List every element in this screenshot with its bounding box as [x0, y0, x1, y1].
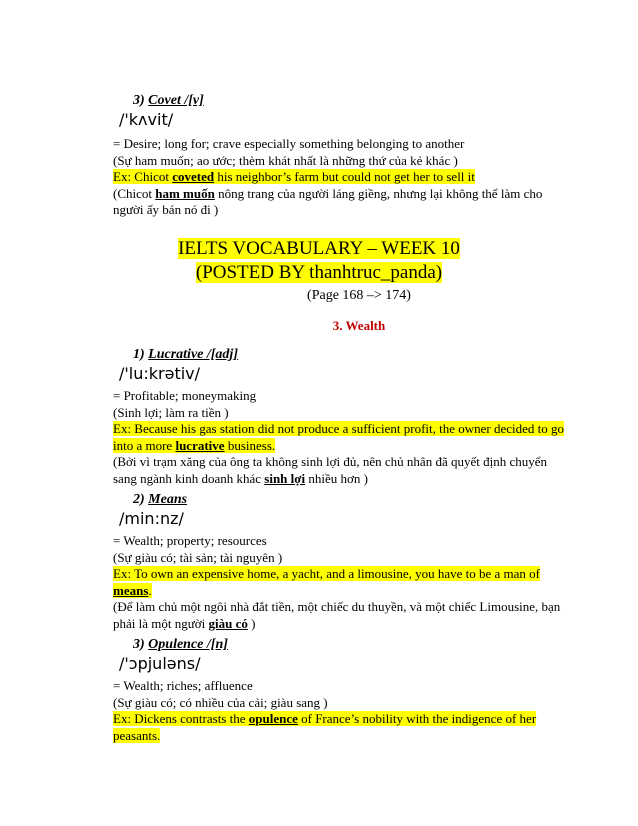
pronunciation: /'lu:krətiv/ [119, 364, 201, 383]
definition: = Wealth; riches; affluence [113, 678, 253, 693]
entry-number: 1) [133, 347, 145, 362]
entry-heading [113, 491, 603, 509]
document-title [0, 237, 638, 260]
example-keyword: coveted [172, 169, 215, 184]
entry-covet [113, 92, 603, 219]
example-line-2: into a more lucrative business. [113, 437, 276, 453]
entry-word: Opulence /[n] [148, 637, 228, 652]
example-keyword: lucrative [175, 437, 225, 453]
definition: = Wealth; property; resources [113, 533, 267, 548]
definition: = Desire; long for; crave especially something belonging to another [113, 136, 465, 151]
document-subtitle [0, 261, 638, 284]
example-keyword: opulence [248, 711, 298, 726]
pronunciation: /'kʌvit/ [119, 110, 174, 129]
translation-line-2: người ấy bán nó đi ) [113, 202, 219, 217]
entry-word: Covet /[v] [148, 93, 204, 108]
translation-keyword: ham muốn [155, 185, 215, 201]
pronunciation: /'ɔpjuləns/ [119, 654, 201, 673]
title-line-2: (POSTED BY thanhtruc_panda) [195, 262, 443, 283]
page-range: (Page 168 –> 174) [307, 288, 411, 303]
entry-heading [113, 92, 603, 110]
section-heading: 3. Wealth [332, 318, 386, 333]
entry-number: 3) [133, 637, 145, 652]
entry-number: 2) [133, 492, 145, 507]
entry-heading [113, 346, 603, 364]
definition: = Profitable; moneymaking [113, 388, 257, 403]
translation-line-2: phải là một người giàu có ) [113, 615, 256, 631]
example-line-1: Ex: Because his gas station did not produce a sufficient profit, the owner decided to go [113, 421, 565, 436]
pronunciation: /min:nz/ [119, 509, 184, 528]
example-keyword: means [113, 582, 149, 598]
entry-means [113, 491, 603, 632]
example-line-2: means. [113, 582, 152, 598]
entry-word: Lucrative /[adj] [148, 347, 238, 362]
translation-line-1: (Bởi vì trạm xăng của ông ta không sinh lợi đủ, nên chủ nhân đã quyết định chuyển [113, 454, 547, 469]
translation-line-1: (Để làm chủ một ngôi nhà đắt tiền, một chiếc du thuyền, và một chiếc Limousine, bạn [113, 599, 561, 614]
example-line-1: Ex: Dickens contrasts the opulence of France’s nobility with the indigence of her [113, 711, 537, 726]
definition-vietnamese: (Sự giàu có; có nhiều của cải; giàu sang ) [113, 694, 328, 710]
definition-vietnamese: (Sinh lợi; làm ra tiền ) [113, 404, 229, 420]
entry-heading [113, 636, 603, 654]
translation-keyword: sinh lợi [264, 470, 306, 486]
translation-keyword: giàu có [208, 615, 248, 631]
entry-word: Means [148, 492, 188, 507]
translation-line-1: (Chicot ham muốn nông trang của người láng giềng, nhưng lại không thể làm cho [113, 185, 543, 201]
entry-opulence [113, 636, 603, 744]
entry-number: 3) [133, 93, 145, 108]
example: Ex: Chicot coveted his neighbor’s farm but could not get her to sell it [113, 169, 475, 184]
definition-vietnamese: (Sự ham muốn; ao ước; thèm khát nhất là những thứ của kẻ khác ) [113, 152, 458, 168]
example-line-2: peasants. [113, 727, 161, 743]
definition-vietnamese: (Sự giàu có; tài sản; tài nguyên ) [113, 549, 283, 565]
translation-line-2: sang ngành kinh doanh khác sinh lợi nhiều hơn ) [113, 470, 368, 486]
entry-lucrative [113, 346, 603, 487]
title-line-1: IELTS VOCABULARY – WEEK 10 [178, 238, 460, 259]
example-line-1: Ex: To own an expensive home, a yacht, and a limousine, you have to be a man of [113, 566, 541, 581]
